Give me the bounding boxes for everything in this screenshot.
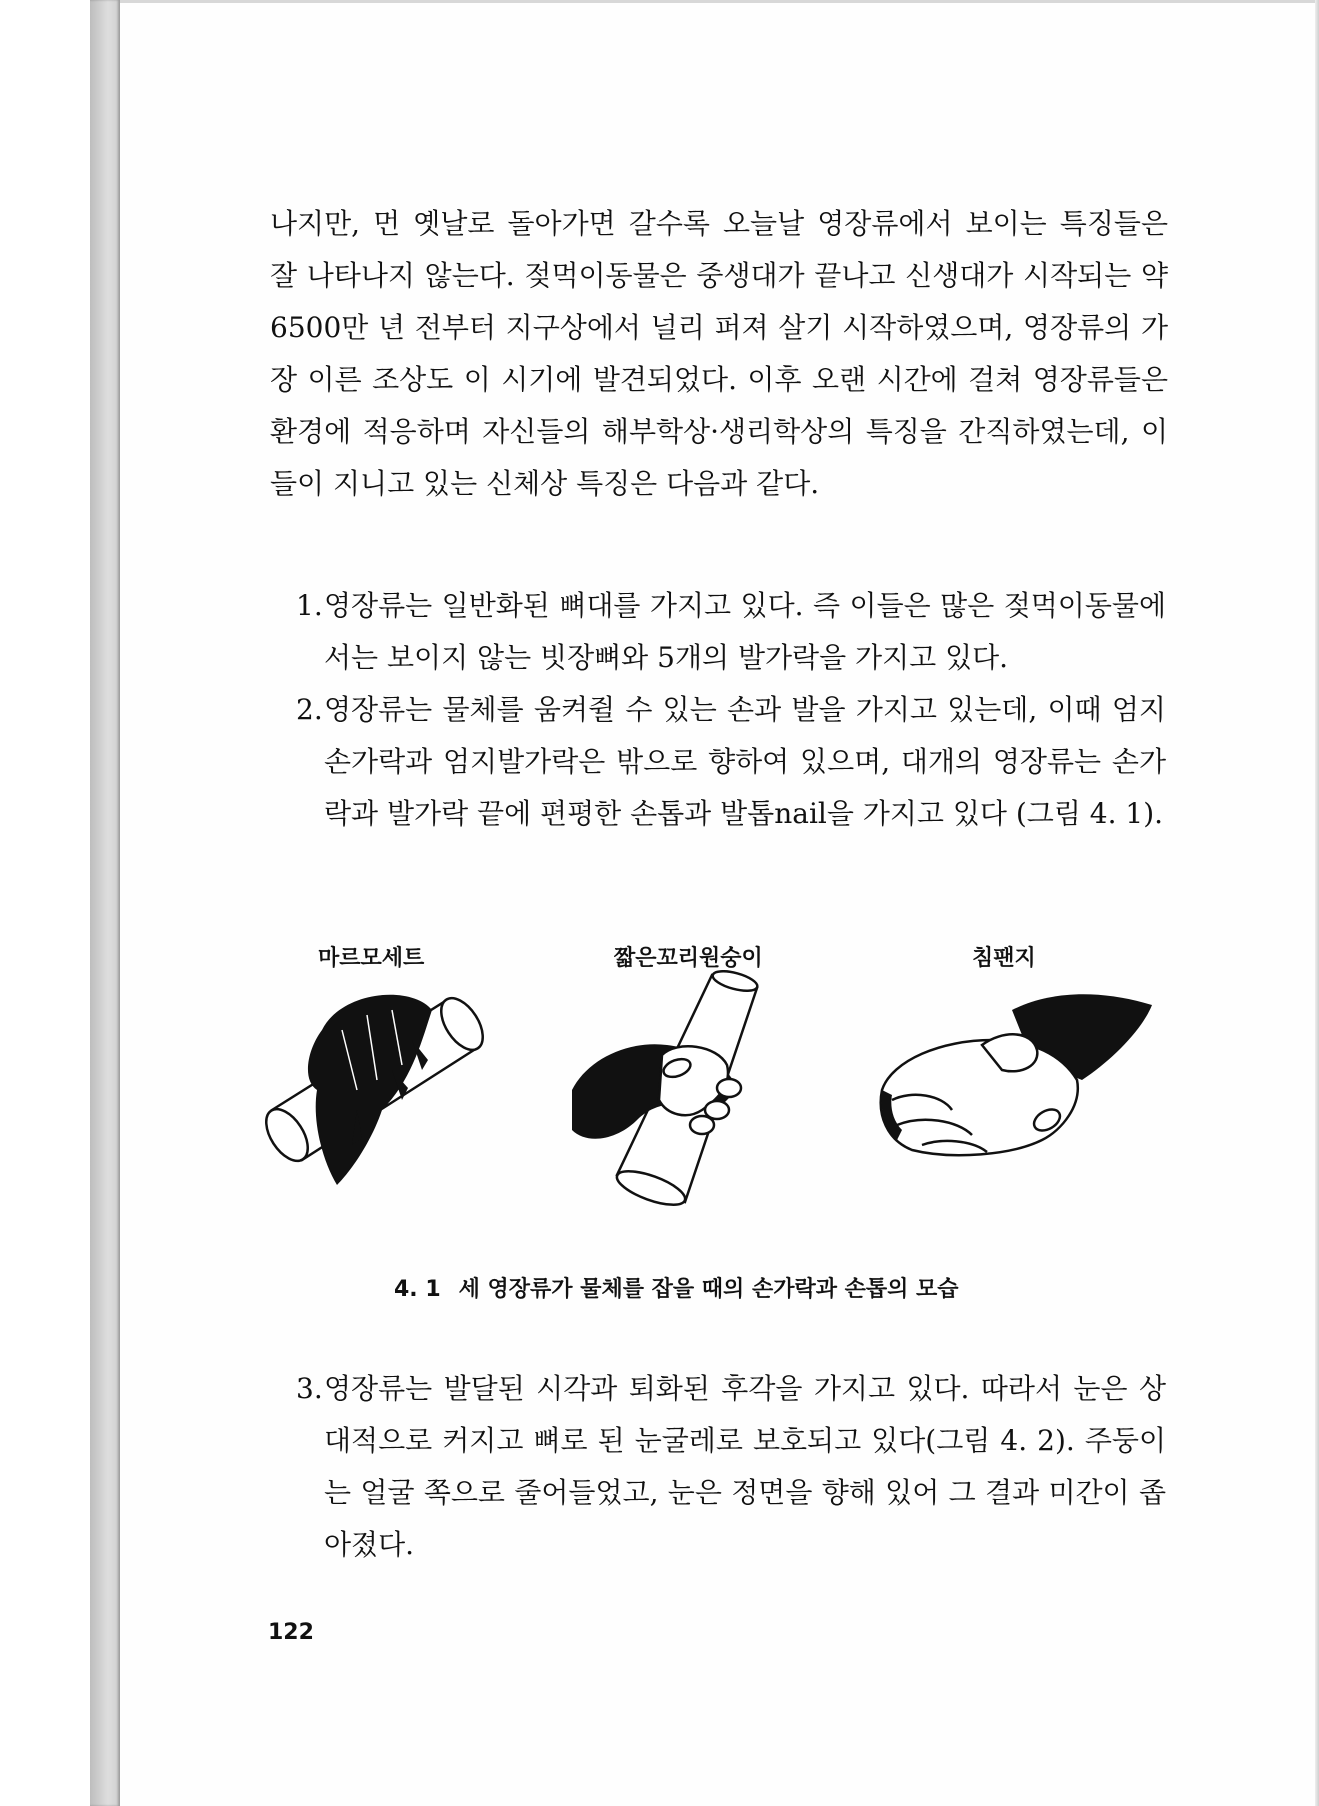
list-item-text: 영장류는 물체를 움켜쥘 수 있는 손과 발을 가지고 있는데, 이때 엄지손가락과 엄지발가락은 밖으로 향하여 있으며, 대개의 영장류는 손가락과 발가락 끝에 편평한 손톱과 발톱nail을 가지고 있다 (그림 4. 1). xyxy=(324,693,1166,830)
figure-caption-number: 4. 1 xyxy=(394,1277,441,1302)
page-edge-right xyxy=(1315,0,1319,1806)
list-item-number: 3. xyxy=(296,1372,323,1405)
figure-label-chimpanzee: 침팬지 xyxy=(972,946,1036,971)
list-item xyxy=(298,580,1166,684)
feature-list xyxy=(298,580,1166,840)
page-number: 122 xyxy=(268,1620,314,1645)
marmoset-hand-illustration xyxy=(262,970,522,1230)
page-edge-top xyxy=(120,0,1319,3)
feature-list-continued xyxy=(298,1363,1166,1571)
book-spine xyxy=(90,0,120,1806)
figure-label-marmoset: 마르모세트 xyxy=(318,946,425,971)
list-item-number: 2. xyxy=(296,693,323,726)
body-paragraph: 나지만, 먼 옛날로 돌아가면 갈수록 오늘날 영장류에서 보이는 특징들은 잘 나타나지 않는다. 젖먹이동물은 중생대가 끝나고 신생대가 시작되는 약 6500만 년 전부터 지구상에서 널리 퍼져 살기 시작하였으며, 영장류의 가장 이른 조상도 이 시기에 발견되었다. 이후 오랜 시간에 걸쳐 영장류들은 환경에 적응하며 자신들의 해부학상·생리학상의 특징을 간직하였는데, 이들이 지니고 있는 신체상 특징은 다음과 같다. xyxy=(270,207,1168,500)
figure-caption xyxy=(394,1272,959,1303)
list-item-text: 영장류는 발달된 시각과 퇴화된 후각을 가지고 있다. 따라서 눈은 상대적으로 커지고 뼈로 된 눈굴레로 보호되고 있다(그림 4. 2). 주둥이는 얼굴 쪽으로 줄어들었고, 눈은 정면을 향해 있어 그 결과 미간이 좁아졌다. xyxy=(324,1372,1166,1561)
chimpanzee-hand-illustration xyxy=(862,970,1162,1230)
list-item-number: 1. xyxy=(296,589,323,622)
list-item xyxy=(298,1363,1166,1571)
list-item-text: 영장류는 일반화된 뼈대를 가지고 있다. 즉 이들은 많은 젖먹이동물에서는 보이지 않는 빗장뼈와 5개의 발가락을 가지고 있다. xyxy=(324,589,1166,674)
macaque-hand-illustration xyxy=(567,970,827,1230)
list-item xyxy=(298,684,1166,840)
figure-caption-text: 세 영장류가 물체를 잡을 때의 손가락과 손톱의 모습 xyxy=(458,1277,959,1302)
figure-primate-hands xyxy=(262,930,1177,1230)
figure-label-macaque: 짧은꼬리원숭이 xyxy=(614,946,763,971)
